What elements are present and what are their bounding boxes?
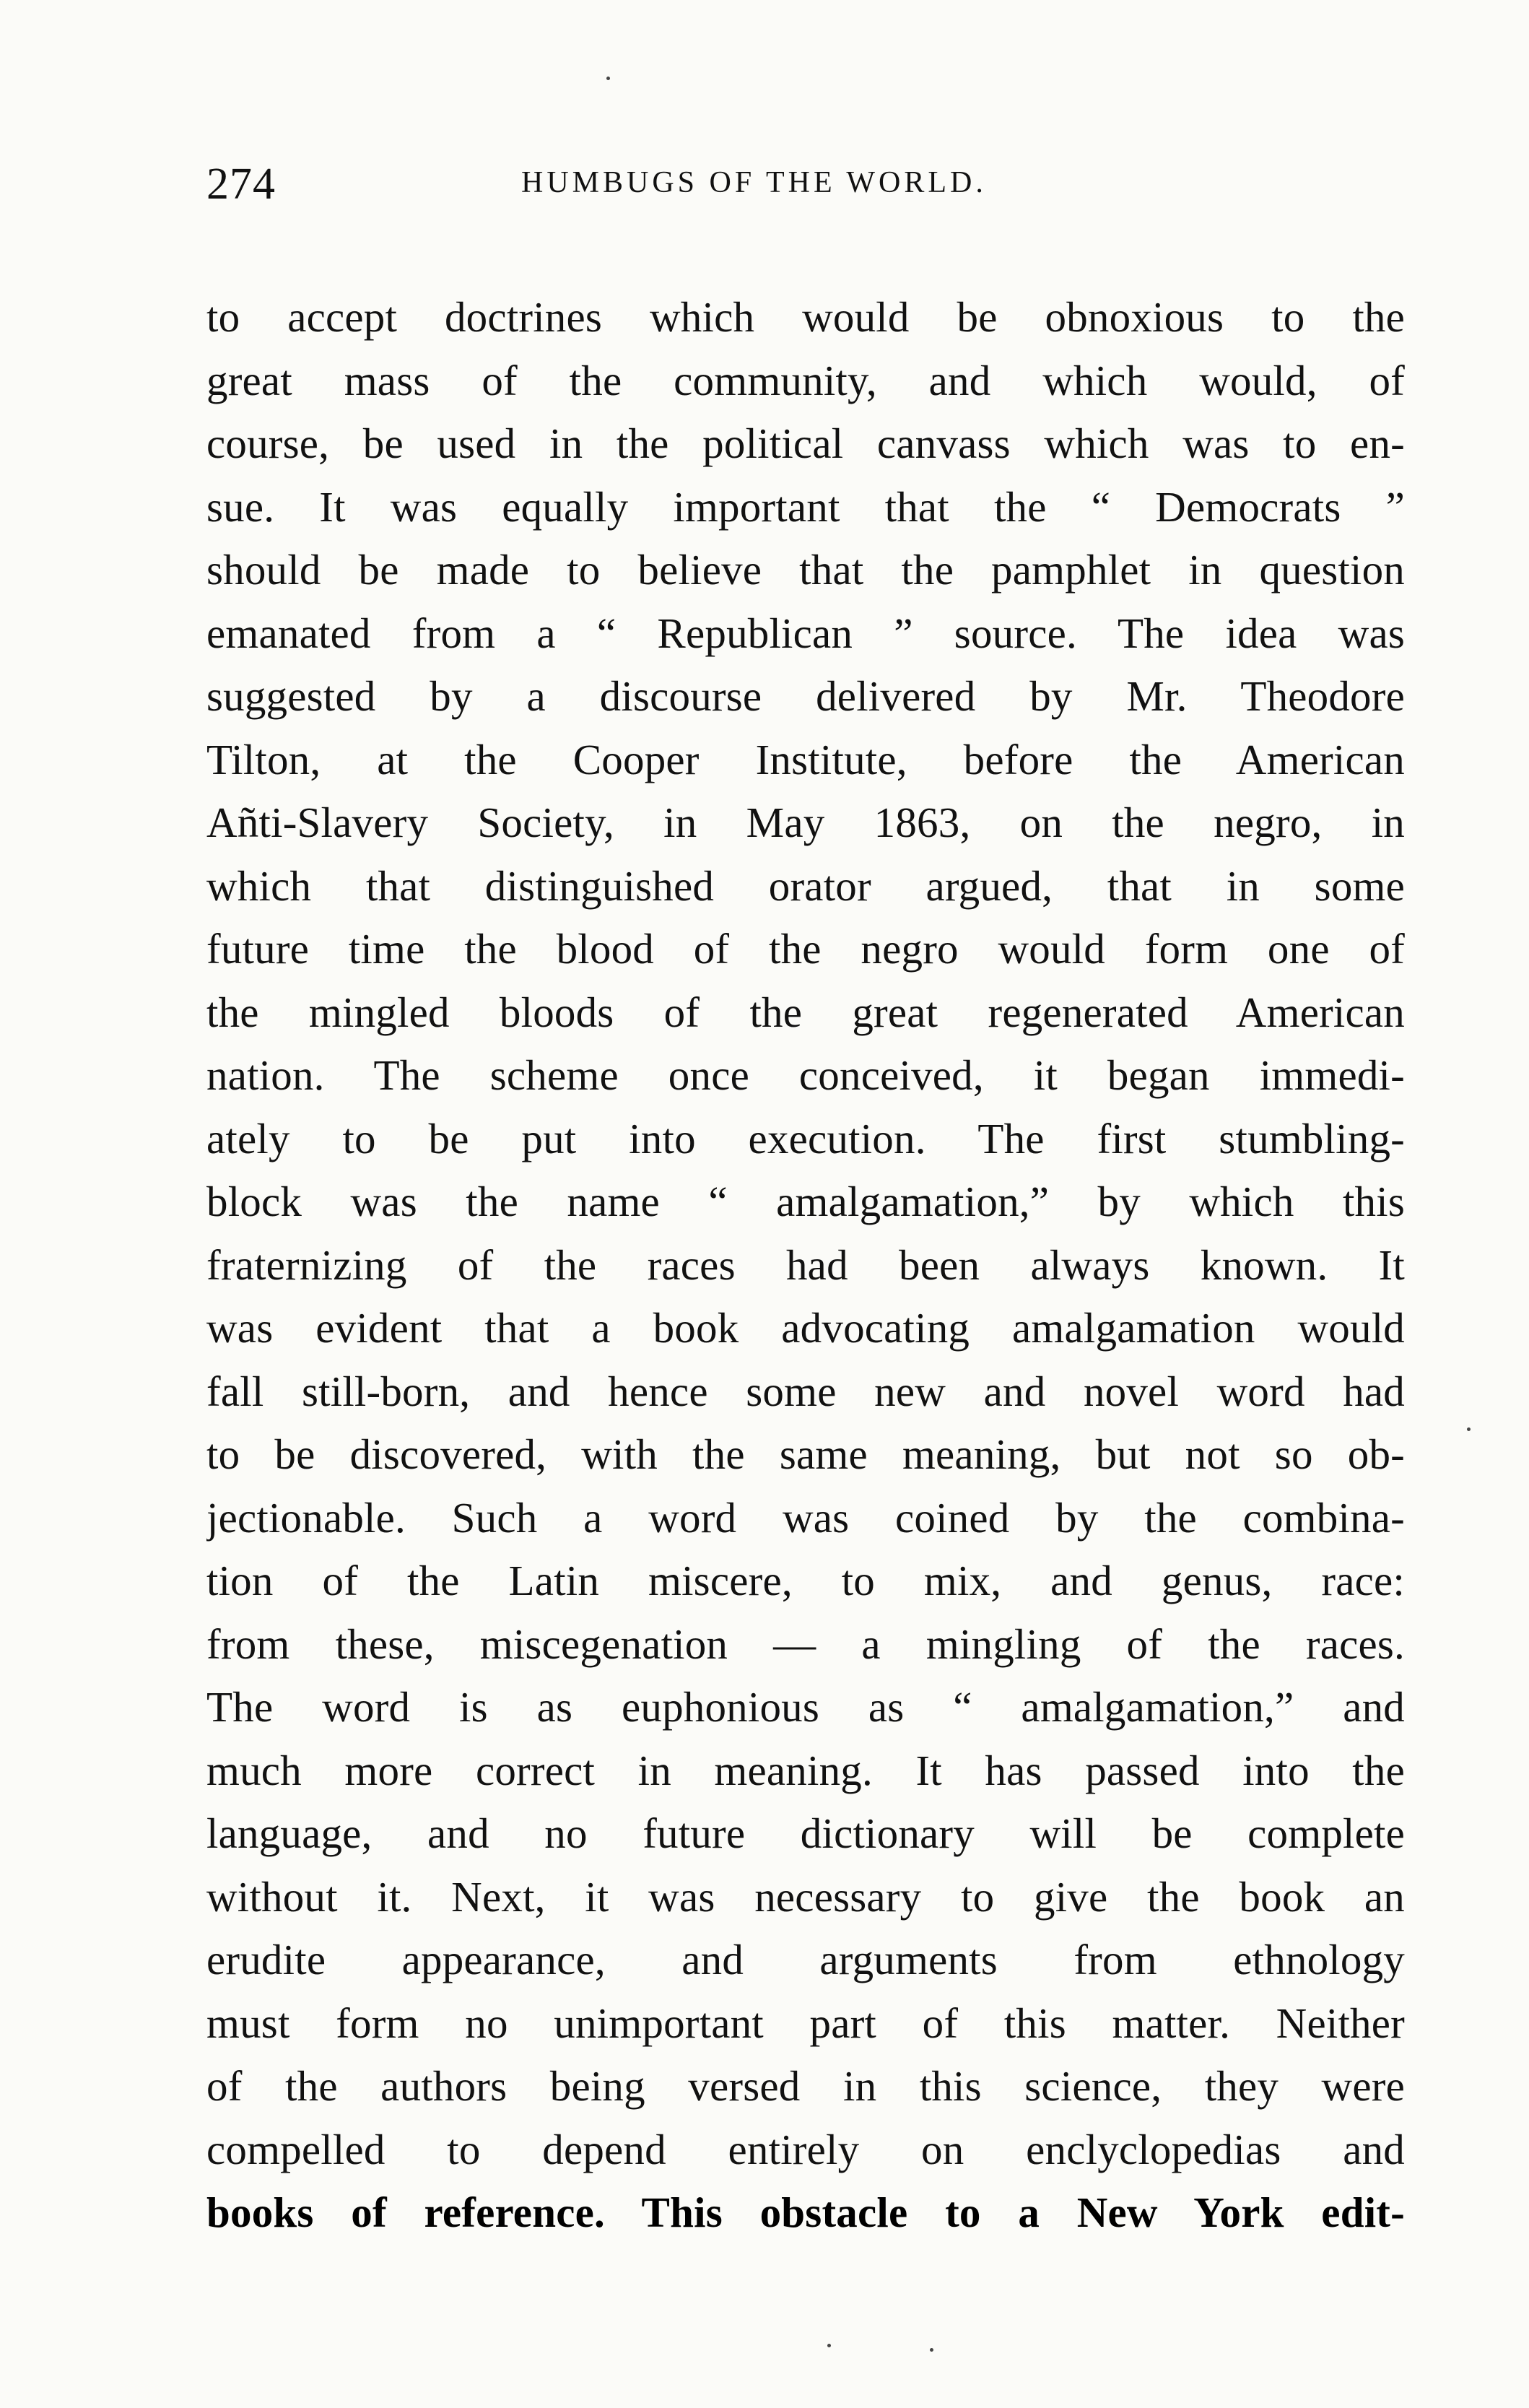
body-line: the mingled bloods of the great regenerated American [206, 988, 1405, 1036]
body-line: was evident that a book advocating amalgamation would [206, 1304, 1405, 1352]
page-number: 274 [206, 160, 276, 209]
body-line: course, be used in the political canvass which was to en- [206, 420, 1405, 467]
body-line: books of reference. This obstacle to a New York edit- [206, 2189, 1405, 2236]
body-line: to accept doctrines which would be obnoxious to the [206, 293, 1405, 341]
body-line: of the authors being versed in this science, they were [206, 2062, 1405, 2110]
body-line: compelled to depend entirely on enclyclopedias and [206, 2125, 1405, 2173]
body-line: suggested by a discourse delivered by Mr. Theodore [206, 672, 1405, 720]
print-speck [1467, 1427, 1471, 1431]
body-line: which that distinguished orator argued, that in some [206, 861, 1405, 910]
body-line: fraternizing of the races had been always known. It [206, 1240, 1405, 1289]
body-line: should be made to believe that the pamphlet in question [206, 546, 1405, 594]
body-line: nation. The scheme once conceived, it began immedi- [206, 1051, 1405, 1099]
body-line: sue. It was equally important that the “ Democrats ” [206, 482, 1405, 531]
body-line: The word is as euphonious as “ amalgamation,” and [206, 1683, 1405, 1731]
body-line: future time the blood of the negro would form one of [206, 925, 1405, 973]
body-line: erudite appearance, and arguments from ethnology [206, 1936, 1405, 1983]
running-title: HUMBUGS OF THE WORLD. [521, 166, 987, 199]
body-line: tion of the Latin miscere, to mix, and genus, race: [206, 1557, 1405, 1604]
print-speck [606, 77, 610, 80]
body-line: fall still-born, and hence some new and novel word had [206, 1367, 1405, 1415]
body-line: from these, miscegenation — a mingling of the races. [206, 1620, 1405, 1668]
print-speck [827, 2344, 831, 2347]
print-speck [930, 2348, 933, 2352]
body-line: jectionable. Such a word was coined by the combina- [206, 1493, 1405, 1542]
body-line: emanated from a “ Republican ” source. The idea was [206, 609, 1405, 657]
body-line: language, and no future dictionary will be complete [206, 1809, 1405, 1857]
body-line: to be discovered, with the same meaning, but not so ob- [206, 1430, 1405, 1478]
body-line: ately to be put into execution. The first stumbling- [206, 1114, 1405, 1162]
body-line: must form no unimportant part of this matter. Neither [206, 1999, 1405, 2047]
body-line: block was the name “ amalgamation,” by which this [206, 1178, 1405, 1225]
body-line: great mass of the community, and which would, of [206, 356, 1405, 404]
body-text [206, 286, 1405, 2245]
body-line: without it. Next, it was necessary to give the book an [206, 1872, 1405, 1921]
body-line: much more correct in meaning. It has passed into the [206, 1746, 1405, 1794]
body-line: Añti-Slavery Society, in May 1863, on the negro, in [206, 799, 1405, 846]
body-line: Tilton, at the Cooper Institute, before the American [206, 735, 1405, 783]
